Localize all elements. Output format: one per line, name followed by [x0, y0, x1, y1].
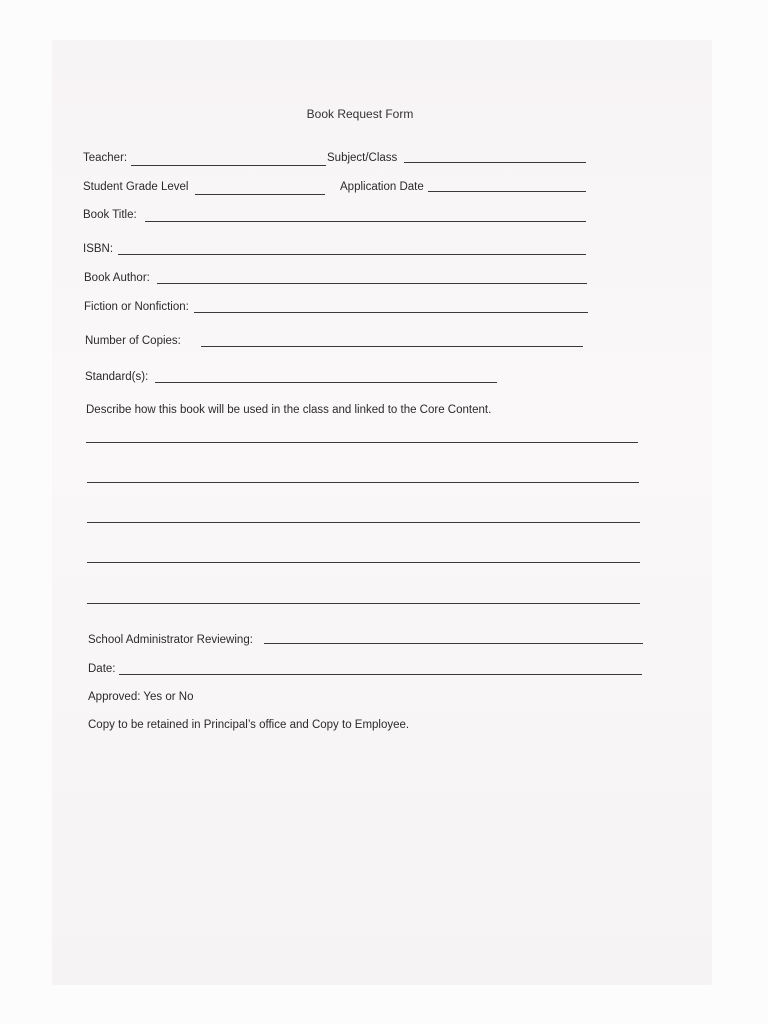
fiction-field[interactable]: [194, 312, 588, 313]
description-prompt: Describe how this book will be used in the class and linked to the Core Content.: [86, 404, 492, 416]
author-label: Book Author:: [84, 272, 150, 284]
copies-field[interactable]: [201, 346, 583, 347]
book-title-label: Book Title:: [83, 209, 137, 221]
grade-field[interactable]: [195, 194, 325, 195]
description-line[interactable]: [86, 442, 638, 443]
form-title: Book Request Form: [306, 107, 414, 121]
description-line[interactable]: [87, 482, 639, 483]
grade-label: Student Grade Level: [83, 181, 189, 193]
description-line[interactable]: [87, 522, 640, 523]
teacher-field[interactable]: [131, 165, 326, 166]
fiction-label: Fiction or Nonfiction:: [84, 301, 189, 313]
book-title-field[interactable]: [145, 221, 586, 222]
isbn-field[interactable]: [118, 254, 586, 255]
standards-field[interactable]: [155, 382, 497, 383]
author-field[interactable]: [157, 283, 587, 284]
application-date-label: Application Date: [340, 181, 424, 193]
teacher-label: Teacher:: [83, 152, 128, 164]
administrator-label: School Administrator Reviewing:: [88, 634, 253, 646]
description-line[interactable]: [87, 603, 640, 604]
date-field[interactable]: [119, 674, 642, 675]
application-date-field[interactable]: [428, 191, 586, 192]
administrator-field[interactable]: [264, 643, 643, 644]
approved-text: Approved: Yes or No: [88, 691, 194, 703]
description-line[interactable]: [87, 562, 640, 563]
standards-label: Standard(s):: [85, 371, 149, 383]
subject-label: Subject/Class: [327, 152, 398, 164]
isbn-label: ISBN:: [83, 243, 114, 255]
copy-note: Copy to be retained in Principal’s office and Copy to Employee.: [88, 719, 410, 731]
date-label: Date:: [88, 663, 116, 675]
subject-field[interactable]: [404, 162, 586, 163]
copies-label: Number of Copies:: [85, 335, 181, 347]
